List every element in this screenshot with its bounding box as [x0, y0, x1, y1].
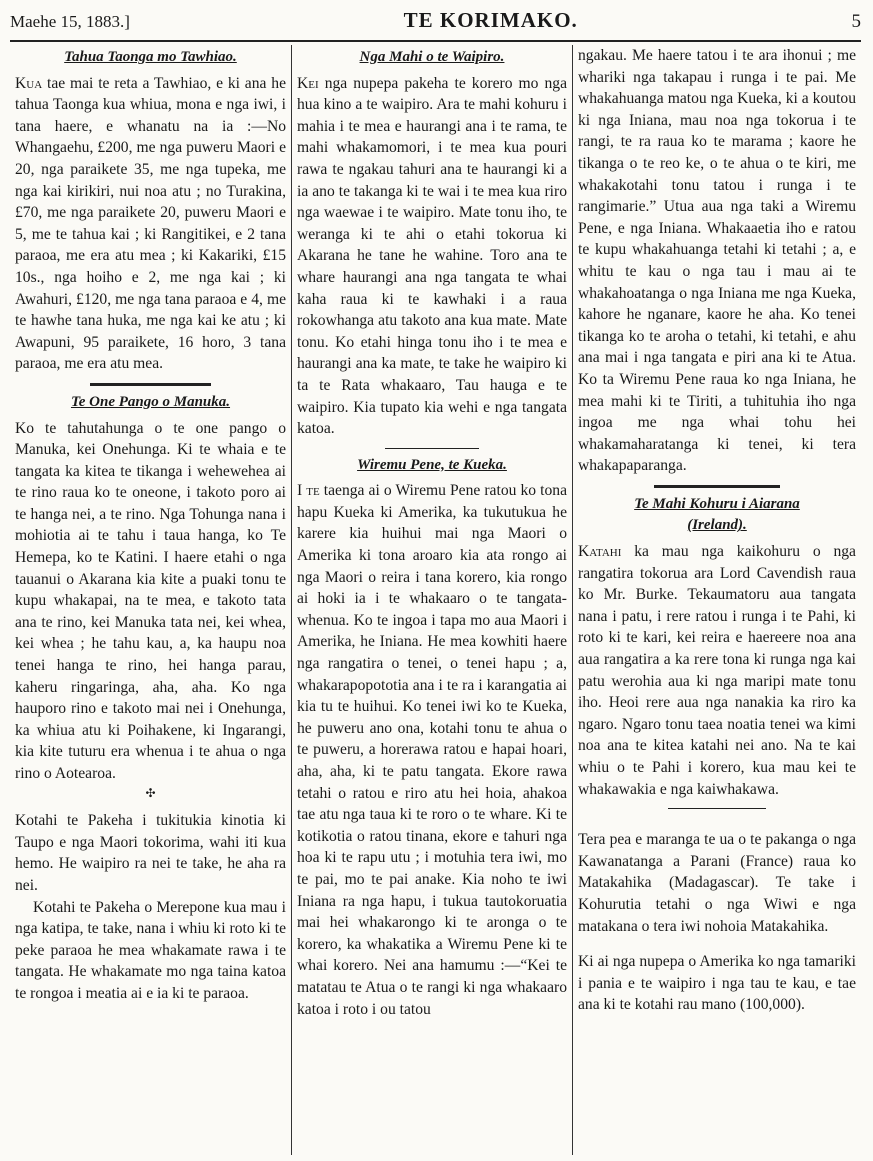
column-3 — [573, 45, 861, 1155]
article-body-tahua-taonga — [15, 73, 286, 375]
title-line: (Ireland). — [687, 517, 747, 534]
lead-word: Kei — [297, 74, 319, 92]
article-title-tahua-taonga: Tahua Taonga mo Tawhiao. — [64, 49, 237, 65]
lead-word: I te — [297, 482, 320, 500]
masthead: TE KORIMAKO. — [403, 8, 578, 32]
issue-date: Maehe 15, 1883.] — [10, 12, 130, 31]
section-divider — [654, 485, 779, 488]
article-text: tae mai te reta a Tawhiao, e ki ana he tahua Taonga kua whiua, mona e nga iwi, i tana haere, e whanatu na ia :—No Whangaehu, £200, me nga puweru Maori e 20, nga paraikete 35, me nga tupeka, me nga kai kirikiri, nui noa atu ; no Turakina, £70, me nga paraikete 20, puweru Maori e 5, me te tahua kai ; ki Rangitikei, e 2 tana paraoa, me era atu mea ; ki Kakariki, £15 10s., nga hoiho e 2, me nga kai ; ki Awahuri, £120, me nga tana paraoa e 4, me te hawhe tana huka, me nga kai ke atu ; ki Awapuni, 95 paraikete, 16 horo, 3 tana paraoa, me era atu mea. — [15, 74, 286, 373]
article-body-wiremu-pene — [297, 480, 567, 1020]
title-line: Te Mahi Kohuru i Aiarana — [634, 495, 800, 512]
lead-word: Kua — [15, 74, 43, 92]
section-divider — [385, 448, 480, 449]
article-body-kohuru-aiarana — [578, 541, 856, 800]
article-title-one-pango: Te One Pango o Manuka. — [70, 393, 231, 410]
spacer — [578, 815, 856, 829]
spacer — [578, 937, 856, 951]
lead-word: Katahi — [578, 543, 622, 561]
header-rule — [10, 40, 861, 42]
ornament-icon: ✣ — [145, 785, 156, 800]
article-body-waipiro — [297, 73, 567, 440]
column-2 — [292, 45, 573, 1155]
article-body-nupepa-amerika: Ki ai nga nupepa o Amerika ko nga tamariki i pania e te waipiro i nga tau te kau, e tae ana ki te kotahi rau mano (100,000). — [578, 953, 856, 1014]
article-body-parani-matakahika: Tera pea e maranga te ua o te pakanga o nga Kawanatanga a Parani (France) raua ko Matakahika (Madagascar). Te take i Kohurutia tetahi o nga Wiwi e nga matakana o tera iwi nohoia Matakahika. — [578, 831, 856, 935]
column-1 — [10, 45, 292, 1155]
section-divider — [90, 383, 212, 386]
article-text: ka mau nga kaikohuru o nga rangatira tokorua ara Lord Cavendish raua ko Mr. Burke. Tekaumatoru aua tangata nana i patu, i rere ratou i runga i te Pahi, ki roto ki te kari, kei reira e haereere noa ana aua rangatira a ka rere tona ki runga nga kai patu werohia aua ki nga maripi mate tonu iho. Heoi rere aua nga nanakia ka riro ka ngaro. Ngaro tonu taea noatia tenei wa kimi noa ana te kitea katahi nei ano. Na te kai whiu o te Pahi i korero, kua mau kei te whakawakia e nga kaiwhakawa. — [578, 543, 856, 798]
article-body-pakeha-merepone: Kotahi te Pakeha o Merepone kua mau i nga katipa, te take, nana i whiu ki roto ki te peke paraoa he mea whakamate rawa i te tangata. He whakamate mo nga taina katoa te rongoa i meatia ai e ia ki te paraoa. — [15, 898, 286, 1002]
section-divider — [668, 808, 765, 809]
page-number: 5 — [851, 11, 861, 32]
page-header — [10, 8, 861, 38]
columns — [10, 45, 861, 1155]
article-body-wiremu-pene-continued: ngakau. Me haere tatou i te ara ihonui ; me whariki nga takapau i runga i te pai. Me whakahuanga matou nga Kueka, ki a koutou ki nga Iniana, mau noa nga tokorua i te rangi, te ra raua ko te marama ; kaore he tikanga o te reo ke, o te ahua o te kiri, me whakakotahi tonu tatou i runga i te rangimarie.” Utua aua nga taki a Wiremu Pene, e nga Iniana. Whakaaetia iho e ratou te kupu whakahuanga tetahi ki tetahi ; a, e whitu te kau o nga tau i mau ai te whakahoatanga o nga Iniana me nga Kueka, kahore he nganare, kaore he aha. Ko tenei tikanga ko te aroha o tetahi, ki tetahi, e ahu ana mai i nga tangata e piri ana ki te Atua. Ko ta Wiremu Pene raua ko nga Iniana, he mea mahi ki te Tiriti, a tuhituhia iho nga ingoa me nga whai tohu hei whakamaharatanga ki tenei, ki tera whakapaparanga. — [578, 47, 856, 475]
article-body-one-pango: Ko te tahutahunga o te one pango o Manuka, kei Onehunga. Ki te whaia e te tangata ka kitea te tikanga i wehewehea ai te rino raua ko te oneone, i takoto poro ai te hanga nei, a te rino. Nga Tohunga nana i mohiotia ai te tahu i taua hanga, ko Te Hemepa, ko te Katini. I haere etahi o nga tauanui o Akarana kia kite a puaki tonu te kupu whakapai, na te mea, e takoto tata ana te rino, kei Manuka tata nei, kei whea, kei whea ; he tahu kau, a, ka haupu noa tenei hanga te rino, hei hanga parau, kaheru ringaringa, aha, aha. Ko nga hauporo rino e takoto mai nei i Onehunga, ka whiua atu ki Poihakene, ki Ingarangi, kia kite tuturu era whenua i te ahua o nga rino o Aotearoa. — [15, 419, 286, 782]
article-title-wiremu-pene: Wiremu Pene, te Kueka. — [357, 456, 507, 473]
article-text: nga nupepa pakeha te korero mo nga hua kino a te waipiro. Ara te mahi kohuru i mahia i te mea e haurangi ana i te rama, te mahi whakamomori, i te mea kua pouri rawa te ngakau tahuri ana te haurangi ki a ia ano te takanga ki te wai i te mea kua riro nga waewae i te waipiro. Mate tonu iho, te weranga ki te ahi o etahi tokorua ki Akarana he tane he wahine. Toro ana te whare haurangi ana nga tangata te whai kaha raua ki te kawhaki i a raua rokowhanga atu takoto ana kua mate. Mate tonu. Ko etahi hinga tonu iho i te mea e haurangi ana ka mate, te take he waipiro ki ta te Rata whakaaro, Tau hauga e te waipiro. Kia tupato kia wehi e nga tangata katoa. — [297, 74, 568, 438]
article-title-kohuru-aiarana — [578, 494, 856, 537]
article-text: taenga ai o Wiremu Pene ratou ko tona hapu Kueka ki Amerika, ka tukutukua he karere kia huihui mai nga Maori o Amerika ki tona aroaro kia ata rongo ai nga Maori o reira i tana korero, kia rongo ai hoki ia i te whakaaro o te tangata-whenua. Ko te ingoa i tapa mo aua Maori i Amerika, he Iniana. He mea kowhiti haere nga rangatira o tenei, o tenei hapu ; a, whakarapopototia ana i te ra i karangatia ai kia tu te huihui. Ko tenei iwi ko te Kueka, he puweru ano ona, kotahi tonu te ahua o te puweru, a horerawa ratou e hapai hoari, aha, aha, ki te patu tangata. Ekore rawa tetahi o ratou e riro atu hei hoia, ahakoa tae atu nga taua ki te roro o te whare. Ki te kotikotia o ratou tinana, ekore e tahuri nga hoa ki te rapu utu ; i motuhia tera iwi, mo te pai, mo te pai anake. Kia noho te iwi Iniana ra nga hapu, i tukua tautokoruatia mai hei whakarongo ki te aronga o te korero, ka whakatika a Wiremu Pene ki te whai korero. Nei ana hamumu :—“Kei te matatau te Atua o te rangi ki nga whakaaro katoa i roto i ou tatou — [297, 482, 567, 1018]
article-title-waipiro: Nga Mahi o te Waipiro. — [359, 49, 505, 65]
article-body-pakeha-taupo: Kotahi te Pakeha i tukitukia kinotia ki Taupo e nga Maori tokorima, wahi iti kua hemo. He waipiro ra nei te take, he aha ra nei. — [15, 812, 286, 894]
